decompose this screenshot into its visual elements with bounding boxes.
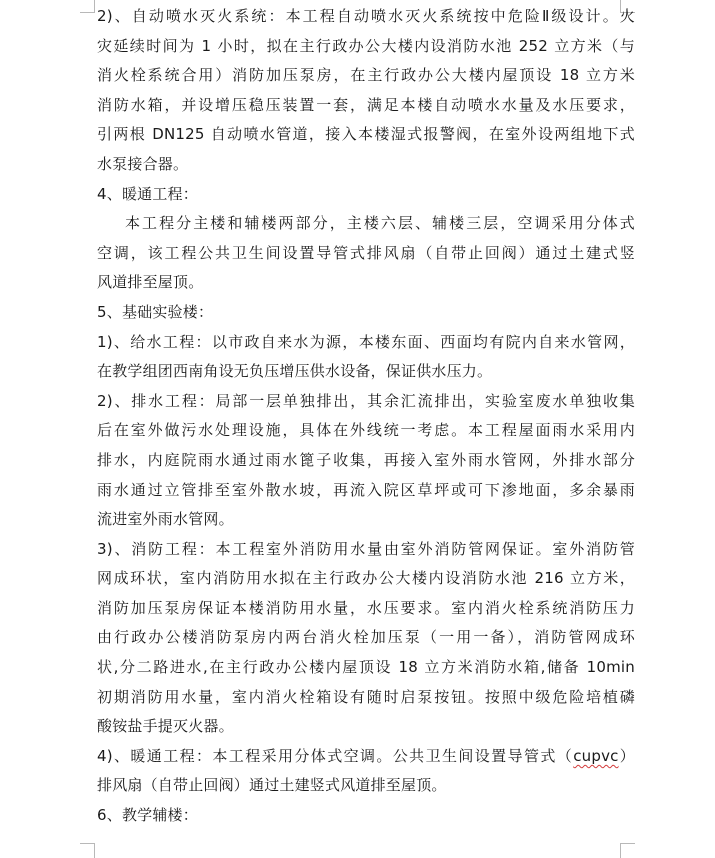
text-line: 雨水通过立管排至室外散水坡，再流入院区草坪或可下渗地面，多余暴雨 — [97, 480, 635, 499]
document-body[interactable] — [97, 2, 635, 831]
section-heading: 5、基础实验楼： — [97, 302, 214, 321]
text-line: 风道排至屋顶。 — [97, 273, 204, 292]
text-line: 初期消防用水量，室内消火栓箱设有随时启泵按钮。按照中级危险培植磷 — [97, 687, 635, 706]
text-line: 排水，内庭院雨水通过雨水篦子收集，再接入室外雨水管网，外排水部分 — [97, 450, 635, 469]
text-segment: ） — [618, 746, 635, 765]
text-line: 消火栓系统合用）消防加压泵房，在主行政办公大楼内屋顶设 18 立方米 — [97, 66, 635, 85]
text-line: 在教学组团西南角设无负压增压供水设备，保证供水压力。 — [97, 362, 493, 381]
text-line: 2)、排水工程：局部一层单独排出，其余汇流排出，实验室废水单独收集 — [97, 391, 635, 410]
text-line: 排风扇（自带止回阀）通过土建竖式风道排至屋顶。 — [97, 776, 447, 795]
spelling-flagged-word[interactable]: cupvc — [573, 746, 619, 765]
text-line — [97, 742, 635, 772]
section-heading: 6、教学辅楼： — [97, 806, 198, 825]
section-heading: 4、暖通工程： — [97, 184, 198, 203]
text-line: 水泵接合器。 — [97, 154, 189, 173]
text-segment: 4)、暖通工程：本工程采用分体式空调。公共卫生间设置导管式（ — [97, 746, 574, 765]
crop-mark-bottom-right — [620, 843, 635, 858]
text-line: 消防加压泵房保证本楼消防用水量，水压要求。室内消火栓系统消防压力 — [97, 598, 635, 617]
crop-mark-bottom-left — [80, 843, 95, 858]
text-line: 状,分二路进水,在主行政办公楼内屋顶设 18 立方米消防水箱,储备 10min — [97, 658, 635, 677]
text-line: 2)、自动喷水灭火系统：本工程自动喷水灭火系统按中危险Ⅱ级设计。火 — [97, 7, 635, 25]
text-line: 后在室外做污水处理设施，具体在外线统一考虑。本工程屋面雨水采用内 — [97, 421, 635, 440]
text-line: 酸铵盐手提灭火器。 — [97, 717, 234, 736]
text-line: 本工程分主楼和辅楼两部分，主楼六层、辅楼三层，空调采用分体式 — [125, 214, 635, 233]
text-line: 引两根 DN125 自动喷水管道，接入本楼湿式报警阀，在室外设两组地下式 — [97, 125, 635, 144]
text-line: 灾延续时间为 1 小时，拟在主行政办公大楼内设消防水池 252 立方米（与 — [97, 36, 635, 55]
text-line: 空调，该工程公共卫生间设置导管式排风扇（自带止回阀）通过土建式竖 — [97, 243, 635, 262]
text-line: 由行政办公楼消防泵房内两台消火栓加压泵（一用一备），消防管网成环 — [97, 628, 635, 647]
crop-mark-top-left — [80, 0, 95, 13]
text-line: 消防水箱，并设增压稳压装置一套，满足本楼自动喷水水量及水压要求， — [97, 95, 635, 114]
text-line: 网成环状，室内消防用水拟在主行政办公大楼内设消防水池 216 立方米， — [97, 569, 635, 588]
text-line: 3)、消防工程：本工程室外消防用水量由室外消防管网保证。室外消防管 — [97, 539, 635, 558]
text-line: 流进室外雨水管网。 — [97, 510, 234, 529]
text-line: 1)、给水工程：以市政自来水为源，本楼东面、西面均有院内自来水管网， — [97, 332, 635, 351]
